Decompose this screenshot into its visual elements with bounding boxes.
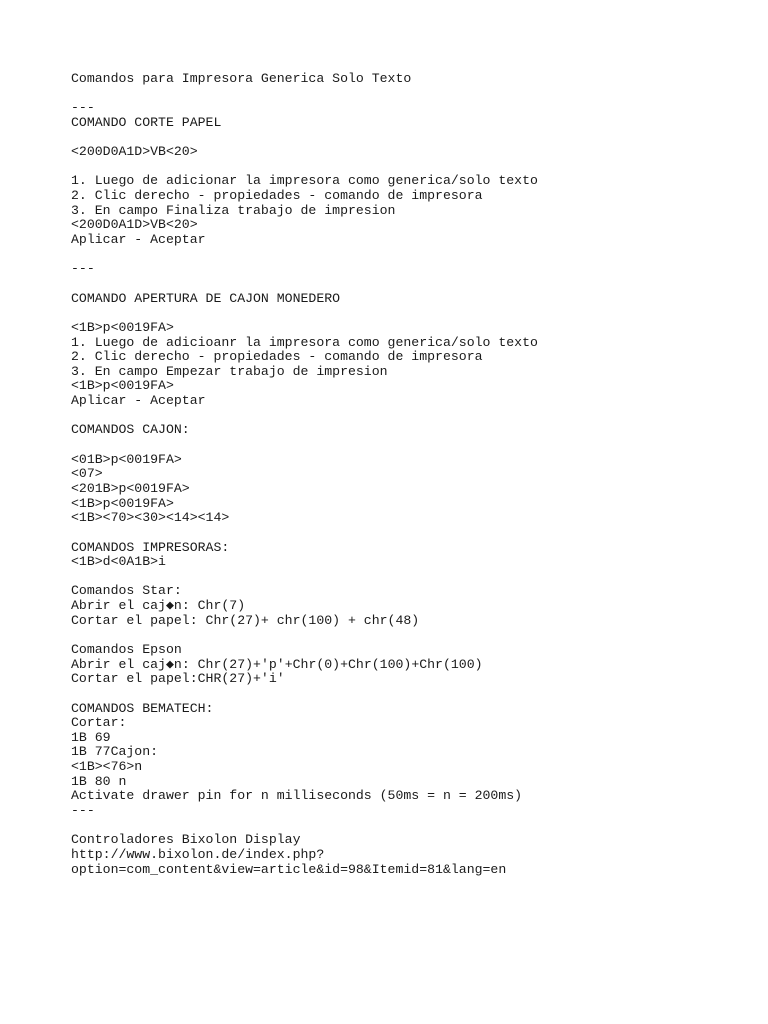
blank-line bbox=[71, 570, 751, 585]
command-code: 1B 69 bbox=[71, 729, 111, 745]
section-heading-bematech: COMANDOS BEMATECH: bbox=[71, 700, 214, 716]
blank-line bbox=[71, 628, 751, 643]
command-code: <1B>p<0019FA> bbox=[71, 319, 174, 335]
command-line: Abrir el caj◆n: Chr(7) bbox=[71, 598, 246, 614]
instruction-line: Aplicar - Aceptar bbox=[71, 393, 206, 409]
section-heading-corte-papel: COMANDO CORTE PAPEL bbox=[71, 114, 222, 130]
blank-line bbox=[71, 687, 751, 702]
blank-line bbox=[71, 409, 751, 424]
command-code: 1B 77Cajon: bbox=[71, 744, 159, 760]
url-text: http://www.bixolon.de/index.php? bbox=[71, 846, 325, 862]
instruction-step: 3. En campo Empezar trabajo de impresion bbox=[71, 363, 388, 379]
instruction-line: Aplicar - Aceptar bbox=[71, 232, 206, 248]
command-code: <1B>p<0019FA> bbox=[71, 495, 174, 511]
command-code: <1B><76>n bbox=[71, 759, 143, 775]
section-heading-star: Comandos Star: bbox=[71, 583, 182, 599]
command-code: <200D0A1D>VB<20> bbox=[71, 217, 198, 233]
command-code: <07> bbox=[71, 466, 103, 482]
command-line: Cortar el papel: Chr(27)+ chr(100) + chr(48) bbox=[71, 612, 420, 628]
instruction-step: 1. Luego de adicioanr la impresora como generica/solo texto bbox=[71, 334, 538, 350]
separator: --- bbox=[71, 261, 95, 277]
command-line: Cortar: bbox=[71, 715, 127, 731]
blank-line bbox=[71, 87, 751, 102]
separator: --- bbox=[71, 803, 95, 819]
command-code: 1B 80 n bbox=[71, 773, 127, 789]
instruction-step: 3. En campo Finaliza trabajo de impresion bbox=[71, 202, 396, 218]
document-title: Comandos para Impresora Generica Solo Texto bbox=[71, 71, 412, 86]
command-line: Abrir el caj◆n: Chr(27)+'p'+Chr(0)+Chr(100)+Chr(100) bbox=[71, 656, 483, 672]
document-text bbox=[71, 72, 751, 877]
command-code: <1B>p<0019FA> bbox=[71, 378, 174, 394]
instruction-step: 2. Clic derecho - propiedades - comando de impresora bbox=[71, 349, 483, 365]
instruction-step: 1. Luego de adicionar la impresora como generica/solo texto bbox=[71, 173, 538, 189]
blank-line bbox=[71, 819, 751, 834]
section-heading-comandos-cajon: COMANDOS CAJON: bbox=[71, 422, 190, 438]
command-note: Activate drawer pin for n milliseconds (50ms = n = 200ms) bbox=[71, 788, 523, 804]
instruction-step: 2. Clic derecho - propiedades - comando de impresora bbox=[71, 188, 483, 204]
blank-line bbox=[71, 248, 751, 263]
blank-line bbox=[71, 306, 751, 321]
command-code: <1B><70><30><14><14> bbox=[71, 510, 230, 526]
command-code: <01B>p<0019FA> bbox=[71, 451, 182, 467]
command-code: <201B>p<0019FA> bbox=[71, 480, 190, 496]
url-text: option=com_content&view=article&id=98&Itemid=81&lang=en bbox=[71, 861, 507, 877]
section-heading-comandos-impresoras: COMANDOS IMPRESORAS: bbox=[71, 539, 230, 555]
command-line: Cortar el papel:CHR(27)+'i' bbox=[71, 671, 285, 687]
blank-line bbox=[71, 160, 751, 175]
section-heading-bixolon: Controladores Bixolon Display bbox=[71, 832, 301, 848]
separator: --- bbox=[71, 100, 95, 116]
blank-line bbox=[71, 526, 751, 541]
blank-line bbox=[71, 438, 751, 453]
section-heading-apertura-cajon: COMANDO APERTURA DE CAJON MONEDERO bbox=[71, 290, 341, 306]
command-code: <200D0A1D>VB<20> bbox=[71, 144, 198, 160]
section-heading-epson: Comandos Epson bbox=[71, 641, 182, 657]
blank-line bbox=[71, 277, 751, 292]
command-code: <1B>d<0A1B>i bbox=[71, 554, 166, 570]
blank-line bbox=[71, 131, 751, 146]
